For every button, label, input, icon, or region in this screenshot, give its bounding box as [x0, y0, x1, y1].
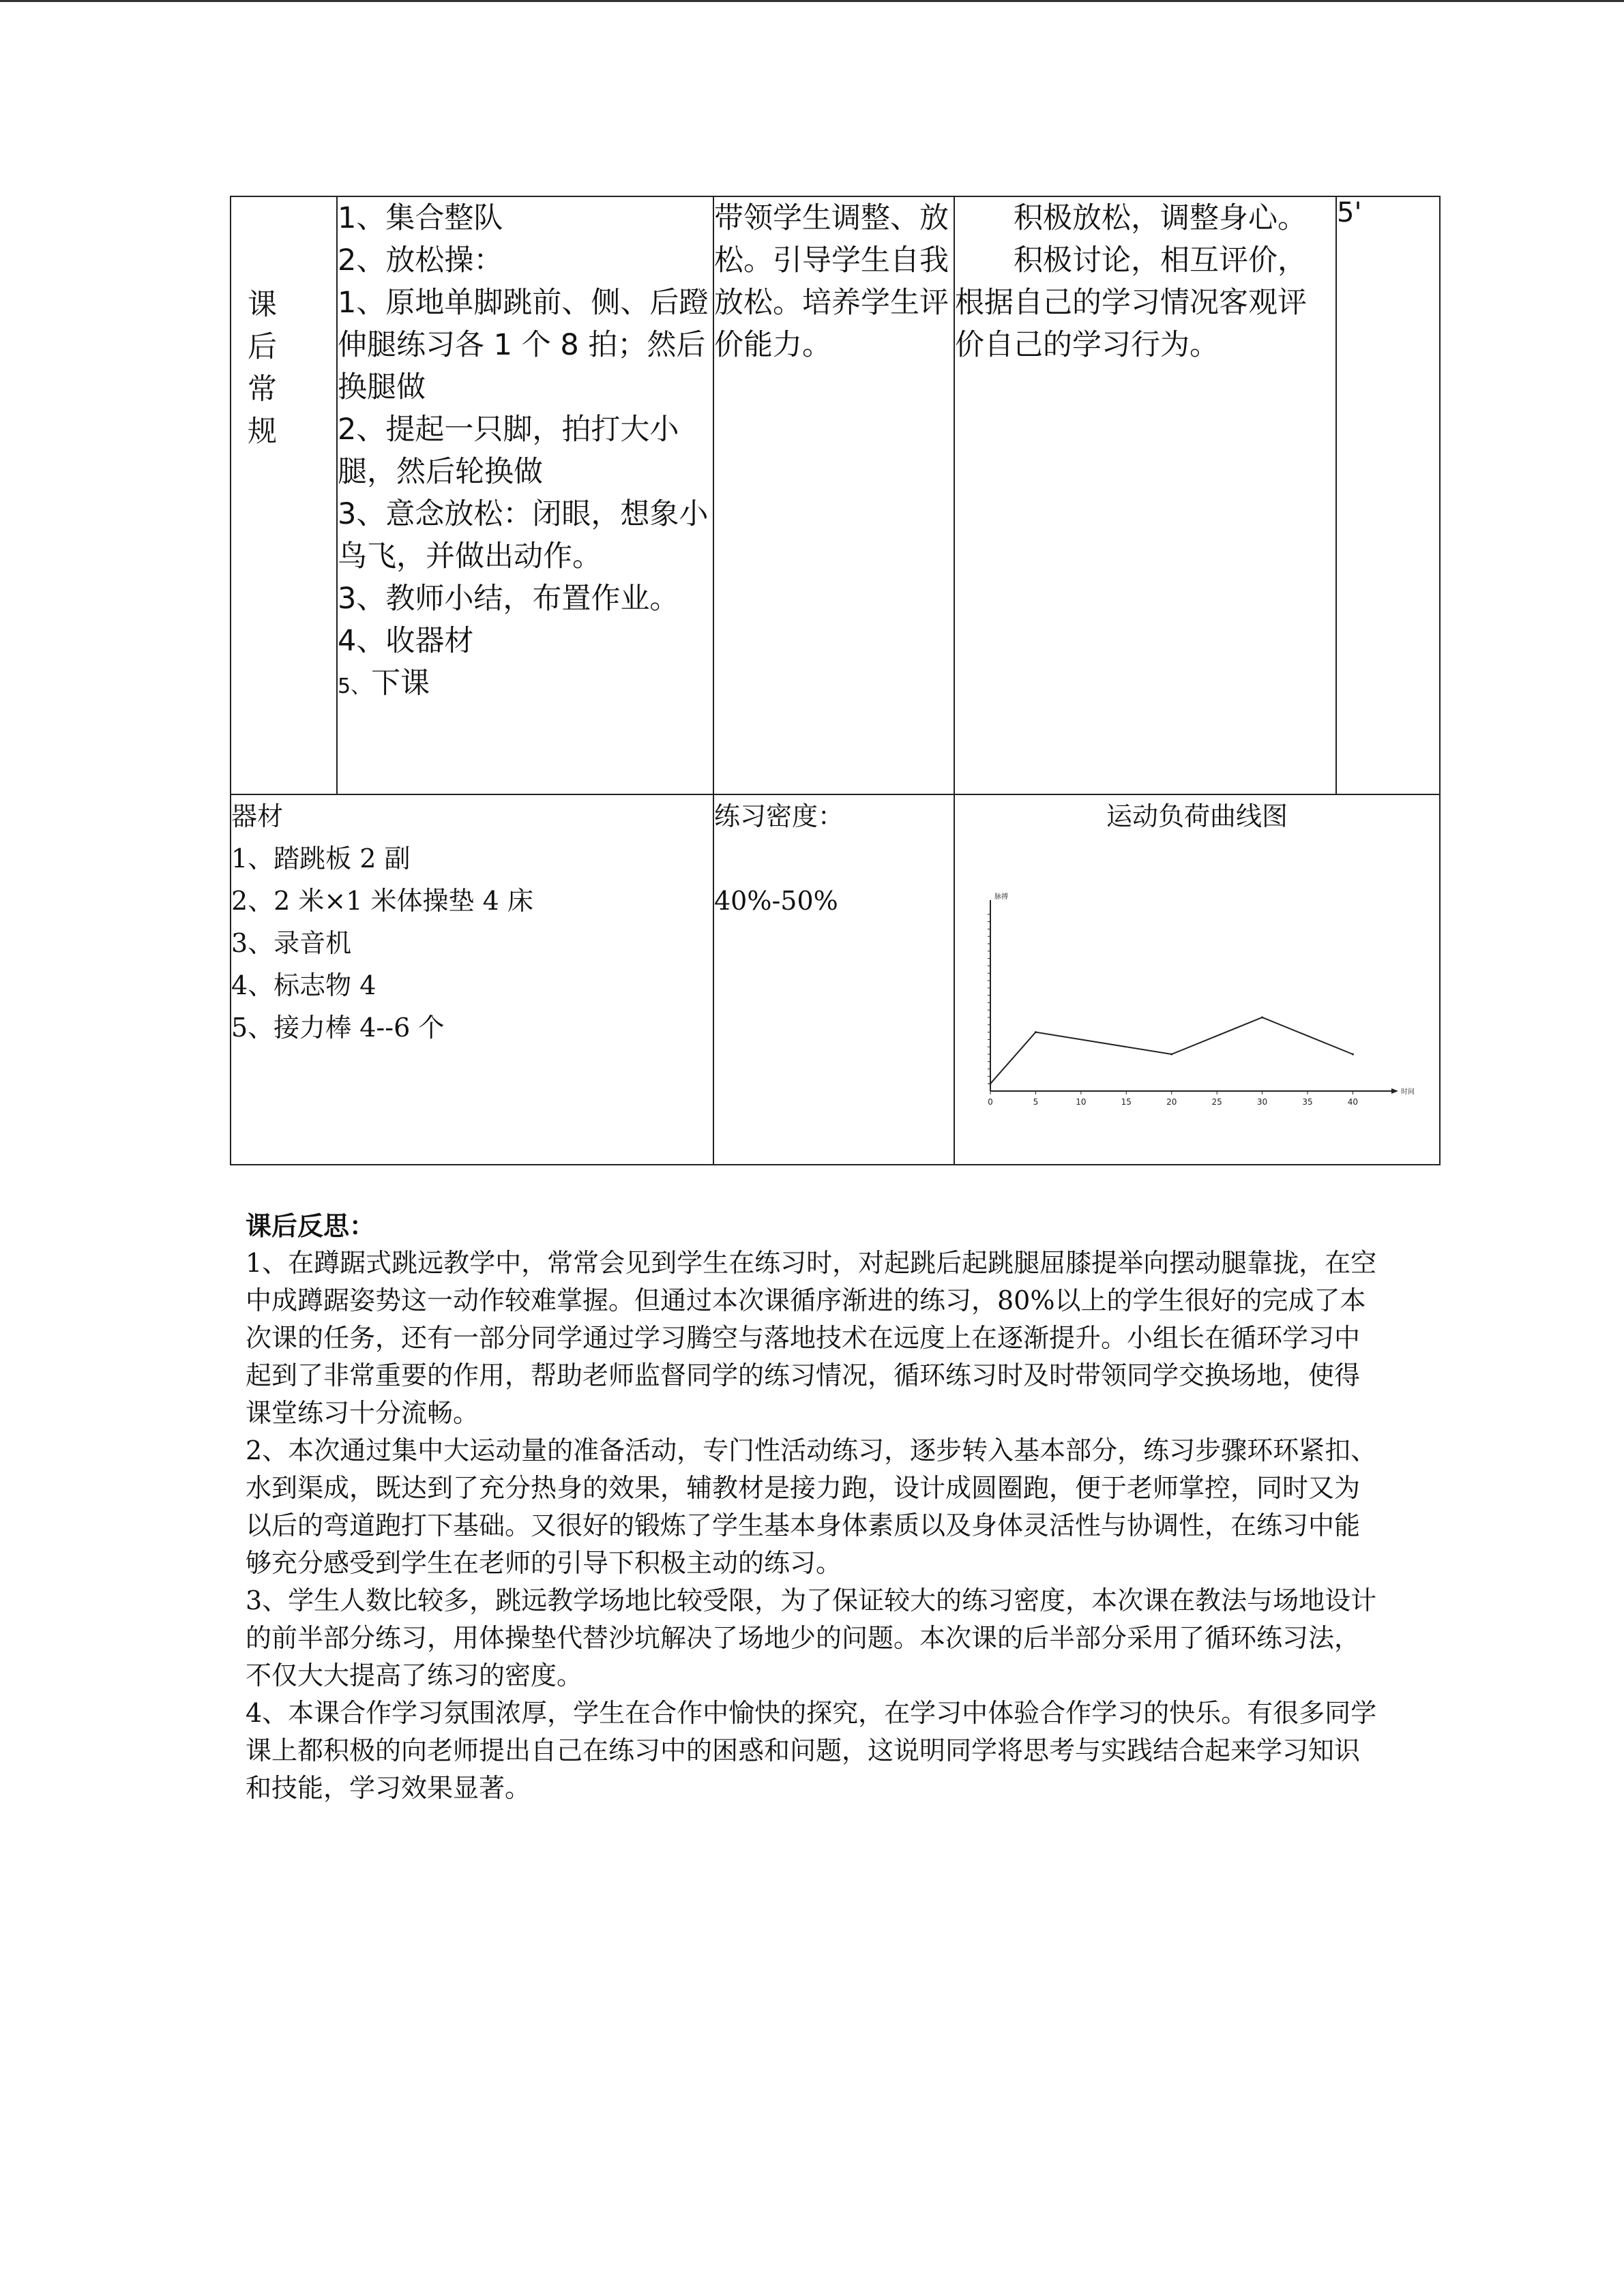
equipment-cell [231, 794, 713, 1165]
reflection-title: 课后反思： [246, 1210, 376, 1241]
content-line: 3、意念放松：闭眼，想象小鸟飞，并做出动作。 [338, 497, 709, 573]
x-tick-label: 15 [1121, 1097, 1132, 1107]
density-cell [713, 794, 954, 1165]
summary-row [231, 794, 1440, 1165]
time-value: 5' [1337, 197, 1362, 228]
x-axis-label: 时间 [1401, 1088, 1415, 1096]
content-line: 3、教师小结，布置作业。 [338, 582, 679, 616]
lesson-plan-table [230, 196, 1441, 1165]
y-axis-label: 脉搏 [994, 893, 1008, 901]
x-tick-label: 10 [1076, 1097, 1087, 1107]
content-line: 1、原地单脚跳前、侧、后蹬伸腿练习各 1 个 8 拍；然后换腿做 [338, 286, 709, 404]
reflection-paragraph: 1、在蹲踞式跳远教学中，常常会见到学生在练习时，对起跳后起跳腿屈膝提举向摆动腿靠拢，在空中成蹲踞姿势这一动作较难掌握。但通过本次课循序渐进的练习，80%以上的学生很好的完成了本次课的任务，还有一部分同学通过学习腾空与落地技术在远度上在逐渐提升。小组长在循环学习中起到了非常重要的作用，帮助老师监督同学的练习情况，循环练习时及时带领同学交换场地，使得课堂练习十分流畅。 [246, 1248, 1377, 1428]
stage-char: 课 [248, 288, 277, 322]
stage-cell [231, 196, 337, 794]
x-tick-label: 20 [1166, 1097, 1177, 1107]
content-line: 4、收器材 [338, 624, 474, 658]
student-activity-text: 积极放松，调整身心。 [1014, 201, 1307, 235]
stage-char: 规 [248, 415, 277, 449]
after-class-row [231, 196, 1440, 794]
x-tick-label: 25 [1211, 1097, 1222, 1107]
content-line-text: 下课 [371, 666, 430, 700]
student-activity-cell [954, 196, 1336, 794]
equipment-item: 2、2 米×1 米体操垫 4 床 [231, 886, 533, 916]
x-tick-label: 35 [1302, 1097, 1313, 1107]
x-tick-label: 30 [1256, 1097, 1268, 1107]
x-tick-label: 5 [1033, 1097, 1039, 1107]
density-label: 练习密度： [714, 801, 844, 831]
equipment-item: 4、标志物 4 [231, 970, 377, 1000]
teacher-activity-text: 带领学生调整、放松。引导学生自我放松。培养学生评价能力。 [714, 201, 949, 362]
reflection-section [246, 1207, 1378, 1807]
x-tick-label: 0 [988, 1097, 993, 1107]
equipment-heading: 器材 [231, 801, 284, 831]
content-line-number: 5、 [338, 674, 372, 698]
x-tick-label: 40 [1347, 1097, 1359, 1107]
content-line: 2、放松操： [338, 243, 503, 278]
top-border [0, 0, 1624, 2]
chart-cell [954, 794, 1440, 1165]
stage-char: 常 [248, 372, 277, 406]
equipment-item: 5、接力棒 4--6 个 [231, 1013, 445, 1043]
content-line-last [338, 662, 713, 708]
content-cell [337, 196, 713, 794]
teacher-activity-cell [713, 196, 954, 794]
equipment-item: 1、踏跳板 2 副 [231, 844, 411, 874]
stage-char: 后 [248, 330, 277, 364]
chart-title: 运动负荷曲线图 [1106, 801, 1288, 831]
density-value: 40%-50% [714, 886, 838, 916]
reflection-paragraph: 2、本次通过集中大运动量的准备活动，专门性活动练习，逐步转入基本部分，练习步骤环环紧扣、水到渠成，既达到了充分热身的效果，辅教材是接力跑，设计成圆圈跑，便于老师掌控，同时又为以后的弯道跑打下基础。又很好的锻炼了学生基本身体素质以及身体灵活性与协调性，在练习中能够充分感受到学生在老师的引导下积极主动的练习。 [246, 1435, 1377, 1578]
reflection-paragraph: 4、本课合作学习氛围浓厚，学生在合作中愉快的探究，在学习中体验合作学习的快乐。有很多同学课上都积极的向老师提出自己在练习中的困惑和问题，这说明同学将思考与实践结合起来学习知识和技能，学习效果显著。 [246, 1698, 1377, 1803]
content-line: 1、集合整队 [338, 201, 503, 235]
equipment-item: 3、录音机 [231, 928, 352, 958]
content-line: 2、提起一只脚，拍打大小腿，然后轮换做 [338, 413, 679, 489]
stage-label [231, 197, 275, 453]
time-cell [1336, 196, 1440, 794]
student-activity-text: 积极讨论，相互评价，根据自己的学习情况客观评价自己的学习行为。 [955, 243, 1307, 362]
reflection-paragraph: 3、学生人数比较多，跳远教学场地比较受限，为了保证较大的练习密度，本次课在教法与场地设计的前半部分练习，用体操垫代替沙坑解决了场地少的问题。本次课的后半部分采用了循环练习法，不仅大大提高了练习的密度。 [246, 1585, 1377, 1690]
